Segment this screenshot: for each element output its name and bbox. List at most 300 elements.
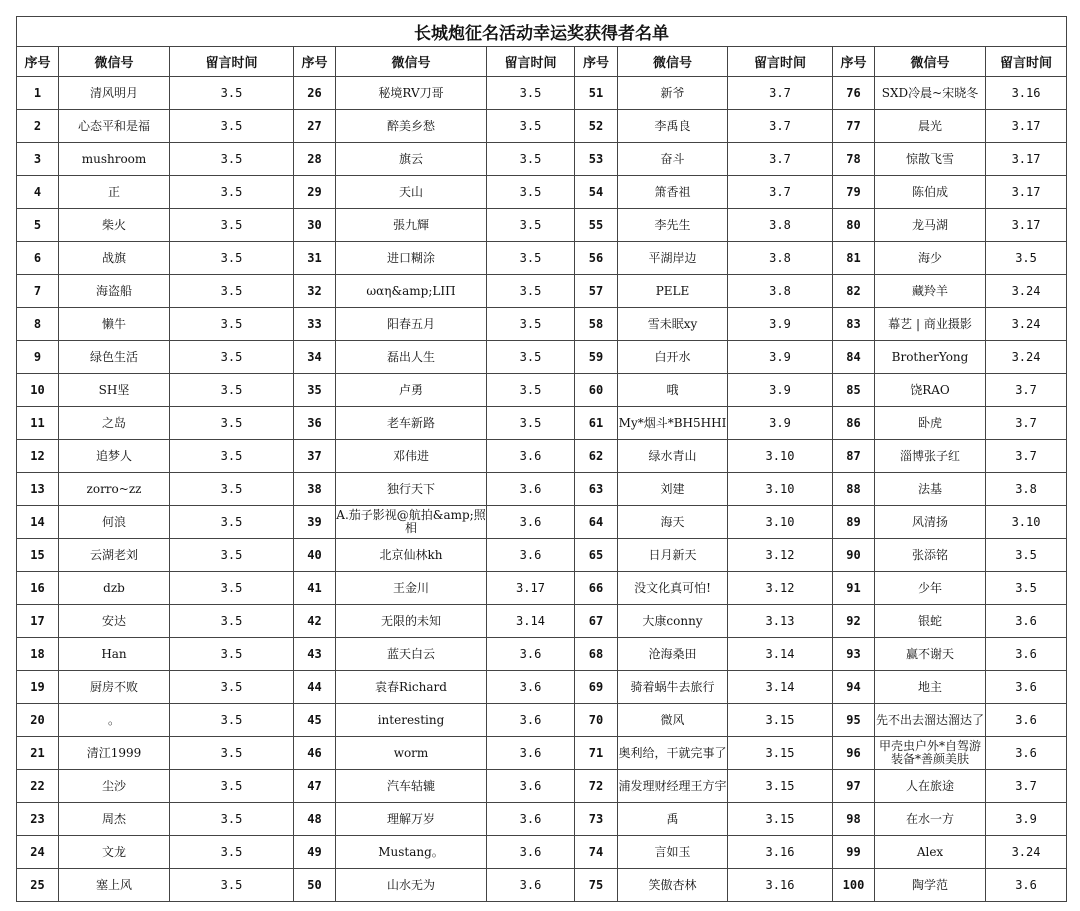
entry-time: 3.5 [487, 341, 575, 374]
entry-wechat-id: 何浪 [59, 506, 170, 539]
table-row [17, 671, 1067, 704]
entry-wechat-id: 平湖岸边 [618, 242, 728, 275]
entry-number: 13 [17, 473, 59, 506]
entry-wechat-id: 人在旅途 [875, 770, 986, 803]
entry-number: 58 [575, 308, 618, 341]
winners-sheet [16, 16, 1066, 902]
entry-wechat-id: 清江1999 [59, 737, 170, 770]
entry-time: 3.6 [487, 869, 575, 902]
entry-wechat-id: 周杰 [59, 803, 170, 836]
entry-number: 25 [17, 869, 59, 902]
entry-number: 59 [575, 341, 618, 374]
entry-number: 55 [575, 209, 618, 242]
entry-wechat-id: worm [336, 737, 487, 770]
entry-number: 82 [833, 275, 875, 308]
entry-number: 77 [833, 110, 875, 143]
entry-wechat-id: 袁春Richard [336, 671, 487, 704]
entry-time: 3.5 [170, 638, 294, 671]
entry-wechat-id: 王金川 [336, 572, 487, 605]
entry-time: 3.8 [728, 209, 833, 242]
entry-time: 3.7 [986, 770, 1067, 803]
entry-time: 3.5 [487, 110, 575, 143]
entry-time: 3.12 [728, 539, 833, 572]
entry-number: 28 [294, 143, 336, 176]
entry-time: 3.10 [986, 506, 1067, 539]
entry-time: 3.15 [728, 770, 833, 803]
entry-number: 32 [294, 275, 336, 308]
entry-wechat-id: 秘境RV刀哥 [336, 77, 487, 110]
entry-number: 10 [17, 374, 59, 407]
table-row [17, 341, 1067, 374]
entry-number: 92 [833, 605, 875, 638]
entry-time: 3.5 [986, 572, 1067, 605]
entry-wechat-id: 在水一方 [875, 803, 986, 836]
table-row [17, 110, 1067, 143]
entry-number: 1 [17, 77, 59, 110]
entry-time: 3.10 [728, 506, 833, 539]
entry-wechat-id: 邓伟进 [336, 440, 487, 473]
entry-time: 3.5 [170, 242, 294, 275]
entry-wechat-id: 大康conny [618, 605, 728, 638]
entry-time: 3.6 [487, 836, 575, 869]
entry-wechat-id: 海天 [618, 506, 728, 539]
entry-time: 3.5 [170, 308, 294, 341]
entry-time: 3.5 [170, 572, 294, 605]
entry-wechat-id: 奥利给，干就完事了 [618, 737, 728, 770]
entry-number: 43 [294, 638, 336, 671]
entry-time: 3.6 [986, 638, 1067, 671]
entry-number: 69 [575, 671, 618, 704]
table-row [17, 275, 1067, 308]
entry-time: 3.5 [487, 374, 575, 407]
entry-number: 49 [294, 836, 336, 869]
entry-wechat-id: 懒牛 [59, 308, 170, 341]
entry-wechat-id: 云湖老刘 [59, 539, 170, 572]
entry-wechat-id: 海盗船 [59, 275, 170, 308]
entry-number: 83 [833, 308, 875, 341]
entry-number: 37 [294, 440, 336, 473]
entry-time: 3.6 [487, 671, 575, 704]
entry-number: 71 [575, 737, 618, 770]
entry-wechat-id: 赢不谢天 [875, 638, 986, 671]
entry-wechat-id: 老车新路 [336, 407, 487, 440]
entry-number: 91 [833, 572, 875, 605]
entry-number: 53 [575, 143, 618, 176]
entry-number: 6 [17, 242, 59, 275]
entry-wechat-id: 柴火 [59, 209, 170, 242]
entry-number: 50 [294, 869, 336, 902]
entry-number: 86 [833, 407, 875, 440]
entry-number: 7 [17, 275, 59, 308]
entry-time: 3.10 [728, 440, 833, 473]
entry-number: 99 [833, 836, 875, 869]
entry-time: 3.5 [170, 176, 294, 209]
entry-wechat-id: 浦发理财经理王方宇 [618, 770, 728, 803]
entry-time: 3.5 [487, 407, 575, 440]
entry-number: 12 [17, 440, 59, 473]
entry-number: 62 [575, 440, 618, 473]
entry-wechat-id: 沧海桑田 [618, 638, 728, 671]
entry-time: 3.9 [728, 374, 833, 407]
column-header-time: 留言时间 [728, 47, 833, 77]
entry-wechat-id: 清风明月 [59, 77, 170, 110]
entry-time: 3.9 [728, 407, 833, 440]
entry-wechat-id: 山水无为 [336, 869, 487, 902]
entry-number: 35 [294, 374, 336, 407]
entry-number: 14 [17, 506, 59, 539]
entry-wechat-id: 阳春五月 [336, 308, 487, 341]
column-header-time: 留言时间 [170, 47, 294, 77]
table-row [17, 209, 1067, 242]
column-header-index: 序号 [294, 47, 336, 77]
table-row [17, 770, 1067, 803]
entry-wechat-id: 无限的未知 [336, 605, 487, 638]
column-header-time: 留言时间 [986, 47, 1067, 77]
entry-time: 3.6 [986, 869, 1067, 902]
entry-time: 3.14 [487, 605, 575, 638]
entry-number: 19 [17, 671, 59, 704]
entry-number: 64 [575, 506, 618, 539]
entry-time: 3.6 [986, 605, 1067, 638]
table-row [17, 143, 1067, 176]
entry-time: 3.5 [170, 374, 294, 407]
entry-wechat-id: 幕艺 | 商业摄影 [875, 308, 986, 341]
entry-number: 57 [575, 275, 618, 308]
entry-wechat-id: 文龙 [59, 836, 170, 869]
entry-time: 3.6 [487, 539, 575, 572]
entry-wechat-id: 甲壳虫户外*自驾游装备*善颜美肤 [875, 737, 986, 770]
entry-time: 3.7 [728, 110, 833, 143]
column-header-index: 序号 [833, 47, 875, 77]
entry-number: 94 [833, 671, 875, 704]
entry-number: 98 [833, 803, 875, 836]
entry-time: 3.5 [170, 869, 294, 902]
entry-wechat-id: 天山 [336, 176, 487, 209]
entry-time: 3.6 [986, 671, 1067, 704]
table-row [17, 440, 1067, 473]
entry-number: 68 [575, 638, 618, 671]
table-row [17, 374, 1067, 407]
entry-time: 3.16 [728, 836, 833, 869]
column-header-wechat: 微信号 [618, 47, 728, 77]
entry-time: 3.5 [170, 803, 294, 836]
entry-wechat-id: 汽车轱辘 [336, 770, 487, 803]
entry-wechat-id: 北京仙林kh [336, 539, 487, 572]
entry-time: 3.5 [986, 539, 1067, 572]
entry-wechat-id: 风清扬 [875, 506, 986, 539]
entry-wechat-id: 追梦人 [59, 440, 170, 473]
entry-number: 11 [17, 407, 59, 440]
table-row [17, 242, 1067, 275]
entry-wechat-id: 正 [59, 176, 170, 209]
entry-wechat-id: 哦 [618, 374, 728, 407]
entry-wechat-id: 磊出人生 [336, 341, 487, 374]
entry-wechat-id: SH坚 [59, 374, 170, 407]
entry-time: 3.5 [170, 440, 294, 473]
entry-number: 66 [575, 572, 618, 605]
entry-time: 3.8 [986, 473, 1067, 506]
entry-time: 3.6 [487, 473, 575, 506]
table-row [17, 605, 1067, 638]
entry-time: 3.12 [728, 572, 833, 605]
entry-number: 89 [833, 506, 875, 539]
entry-number: 75 [575, 869, 618, 902]
entry-time: 3.10 [728, 473, 833, 506]
entry-number: 81 [833, 242, 875, 275]
entry-number: 30 [294, 209, 336, 242]
entry-wechat-id: mushroom [59, 143, 170, 176]
entry-number: 39 [294, 506, 336, 539]
entry-wechat-id: 厨房不败 [59, 671, 170, 704]
entry-time: 3.8 [728, 275, 833, 308]
entry-wechat-id: BrotherYong [875, 341, 986, 374]
entry-wechat-id: SXD冷晨~宋晓冬 [875, 77, 986, 110]
entry-number: 2 [17, 110, 59, 143]
entry-wechat-id: 笑傲杏林 [618, 869, 728, 902]
entry-number: 29 [294, 176, 336, 209]
entry-time: 3.5 [170, 407, 294, 440]
entry-wechat-id: 白开水 [618, 341, 728, 374]
entry-time: 3.5 [170, 539, 294, 572]
entry-number: 87 [833, 440, 875, 473]
entry-time: 3.6 [487, 506, 575, 539]
entry-number: 70 [575, 704, 618, 737]
entry-number: 8 [17, 308, 59, 341]
entry-number: 44 [294, 671, 336, 704]
entry-time: 3.7 [986, 440, 1067, 473]
entry-time: 3.5 [170, 605, 294, 638]
entry-wechat-id: 绿水青山 [618, 440, 728, 473]
entry-wechat-id: 地主 [875, 671, 986, 704]
entry-wechat-id: 先不出去溜达溜达了 [875, 704, 986, 737]
entry-number: 3 [17, 143, 59, 176]
entry-number: 33 [294, 308, 336, 341]
entry-wechat-id: 尘沙 [59, 770, 170, 803]
table-row [17, 638, 1067, 671]
table-row [17, 704, 1067, 737]
entry-time: 3.24 [986, 308, 1067, 341]
entry-time: 3.14 [728, 671, 833, 704]
entry-time: 3.17 [986, 209, 1067, 242]
entry-wechat-id: 法基 [875, 473, 986, 506]
entry-number: 79 [833, 176, 875, 209]
entry-wechat-id: 战旗 [59, 242, 170, 275]
entry-wechat-id: 陈伯成 [875, 176, 986, 209]
entry-time: 3.17 [986, 176, 1067, 209]
table-row [17, 803, 1067, 836]
entry-wechat-id: zorro~zz [59, 473, 170, 506]
column-header-wechat: 微信号 [336, 47, 487, 77]
table-row [17, 176, 1067, 209]
entry-number: 97 [833, 770, 875, 803]
entry-number: 24 [17, 836, 59, 869]
entry-time: 3.17 [986, 110, 1067, 143]
entry-time: 3.5 [170, 341, 294, 374]
entry-wechat-id: 卧虎 [875, 407, 986, 440]
entry-number: 51 [575, 77, 618, 110]
entry-number: 88 [833, 473, 875, 506]
entry-number: 65 [575, 539, 618, 572]
entry-wechat-id: 独行天下 [336, 473, 487, 506]
entry-time: 3.15 [728, 704, 833, 737]
entry-number: 100 [833, 869, 875, 902]
entry-number: 27 [294, 110, 336, 143]
entry-number: 85 [833, 374, 875, 407]
entry-wechat-id: 骑着蜗牛去旅行 [618, 671, 728, 704]
entry-time: 3.6 [487, 440, 575, 473]
entry-time: 3.16 [728, 869, 833, 902]
entry-number: 95 [833, 704, 875, 737]
entry-wechat-id: 李先生 [618, 209, 728, 242]
entry-time: 3.5 [170, 836, 294, 869]
entry-wechat-id: 张添铭 [875, 539, 986, 572]
entry-wechat-id: ωαη&amp;LΙΠ [336, 275, 487, 308]
entry-time: 3.6 [487, 737, 575, 770]
entry-wechat-id: Mustang。 [336, 836, 487, 869]
entry-time: 3.5 [487, 209, 575, 242]
entry-time: 3.5 [170, 143, 294, 176]
table-row [17, 836, 1067, 869]
entry-number: 38 [294, 473, 336, 506]
entry-wechat-id: 绿色生活 [59, 341, 170, 374]
entry-number: 80 [833, 209, 875, 242]
entry-number: 72 [575, 770, 618, 803]
entry-number: 23 [17, 803, 59, 836]
entry-number: 20 [17, 704, 59, 737]
entry-wechat-id: 心态平和是福 [59, 110, 170, 143]
entry-time: 3.6 [487, 803, 575, 836]
entry-number: 36 [294, 407, 336, 440]
entry-wechat-id: 雪未眠xy [618, 308, 728, 341]
entry-wechat-id: 張九輝 [336, 209, 487, 242]
entry-time: 3.6 [487, 704, 575, 737]
entry-wechat-id: 卢勇 [336, 374, 487, 407]
entry-wechat-id: interesting [336, 704, 487, 737]
entry-time: 3.8 [728, 242, 833, 275]
entry-wechat-id: A.茄子影视@航拍&amp;照相 [336, 506, 487, 539]
entry-wechat-id: 惊散飞雪 [875, 143, 986, 176]
entry-time: 3.7 [728, 176, 833, 209]
entry-wechat-id: 新爷 [618, 77, 728, 110]
entry-time: 3.9 [986, 803, 1067, 836]
entry-wechat-id: My*烟斗*BH5HHI [618, 407, 728, 440]
entry-wechat-id: 塞上风 [59, 869, 170, 902]
entry-time: 3.5 [170, 671, 294, 704]
entry-time: 3.5 [170, 275, 294, 308]
entry-wechat-id: 奋斗 [618, 143, 728, 176]
entry-number: 34 [294, 341, 336, 374]
entry-time: 3.6 [986, 704, 1067, 737]
entry-wechat-id: Han [59, 638, 170, 671]
entry-wechat-id: 醉美乡愁 [336, 110, 487, 143]
entry-time: 3.13 [728, 605, 833, 638]
entry-wechat-id: 龙马湖 [875, 209, 986, 242]
entry-wechat-id: 刘建 [618, 473, 728, 506]
entry-time: 3.24 [986, 341, 1067, 374]
entry-wechat-id: 陶学范 [875, 869, 986, 902]
entry-number: 61 [575, 407, 618, 440]
entry-time: 3.5 [170, 110, 294, 143]
entry-number: 78 [833, 143, 875, 176]
entry-number: 48 [294, 803, 336, 836]
entry-wechat-id: 安达 [59, 605, 170, 638]
entry-time: 3.15 [728, 737, 833, 770]
column-header-index: 序号 [17, 47, 59, 77]
entry-time: 3.7 [728, 143, 833, 176]
sheet-title: 长城炮征名活动幸运奖获得者名单 [17, 17, 1067, 47]
entry-time: 3.6 [487, 770, 575, 803]
entry-time: 3.24 [986, 275, 1067, 308]
entry-time: 3.15 [728, 803, 833, 836]
entry-time: 3.5 [170, 770, 294, 803]
entry-time: 3.5 [487, 176, 575, 209]
entry-number: 74 [575, 836, 618, 869]
entry-time: 3.7 [728, 77, 833, 110]
table-row [17, 506, 1067, 539]
entry-time: 3.5 [487, 275, 575, 308]
column-header-wechat: 微信号 [875, 47, 986, 77]
table-row [17, 572, 1067, 605]
entry-number: 45 [294, 704, 336, 737]
entry-number: 18 [17, 638, 59, 671]
entry-number: 54 [575, 176, 618, 209]
entry-wechat-id: 少年 [875, 572, 986, 605]
entry-number: 90 [833, 539, 875, 572]
column-header-index: 序号 [575, 47, 618, 77]
entry-time: 3.7 [986, 407, 1067, 440]
table-row [17, 77, 1067, 110]
entry-time: 3.9 [728, 308, 833, 341]
table-row [17, 308, 1067, 341]
entry-wechat-id: Alex [875, 836, 986, 869]
entry-wechat-id: 饶RAO [875, 374, 986, 407]
entry-wechat-id: 之岛 [59, 407, 170, 440]
entry-number: 17 [17, 605, 59, 638]
entry-time: 3.5 [487, 143, 575, 176]
entry-time: 3.5 [170, 209, 294, 242]
table-body [17, 77, 1067, 902]
entry-number: 5 [17, 209, 59, 242]
entry-time: 3.6 [487, 638, 575, 671]
entry-number: 40 [294, 539, 336, 572]
entry-time: 3.5 [487, 308, 575, 341]
entry-number: 42 [294, 605, 336, 638]
table-row [17, 473, 1067, 506]
entry-number: 16 [17, 572, 59, 605]
entry-number: 4 [17, 176, 59, 209]
entry-wechat-id: 淄博张子红 [875, 440, 986, 473]
entry-number: 9 [17, 341, 59, 374]
entry-time: 3.5 [487, 77, 575, 110]
entry-wechat-id: 箫香祖 [618, 176, 728, 209]
table-row [17, 737, 1067, 770]
entry-wechat-id: 晨光 [875, 110, 986, 143]
entry-time: 3.5 [986, 242, 1067, 275]
entry-wechat-id: 微风 [618, 704, 728, 737]
entry-time: 3.5 [487, 242, 575, 275]
winners-table [16, 16, 1067, 902]
entry-wechat-id: 日月新天 [618, 539, 728, 572]
entry-number: 60 [575, 374, 618, 407]
entry-time: 3.17 [986, 143, 1067, 176]
entry-number: 41 [294, 572, 336, 605]
entry-number: 76 [833, 77, 875, 110]
entry-wechat-id: 理解万岁 [336, 803, 487, 836]
entry-wechat-id: 没文化真可怕! [618, 572, 728, 605]
entry-wechat-id: 海少 [875, 242, 986, 275]
entry-number: 15 [17, 539, 59, 572]
entry-time: 3.14 [728, 638, 833, 671]
